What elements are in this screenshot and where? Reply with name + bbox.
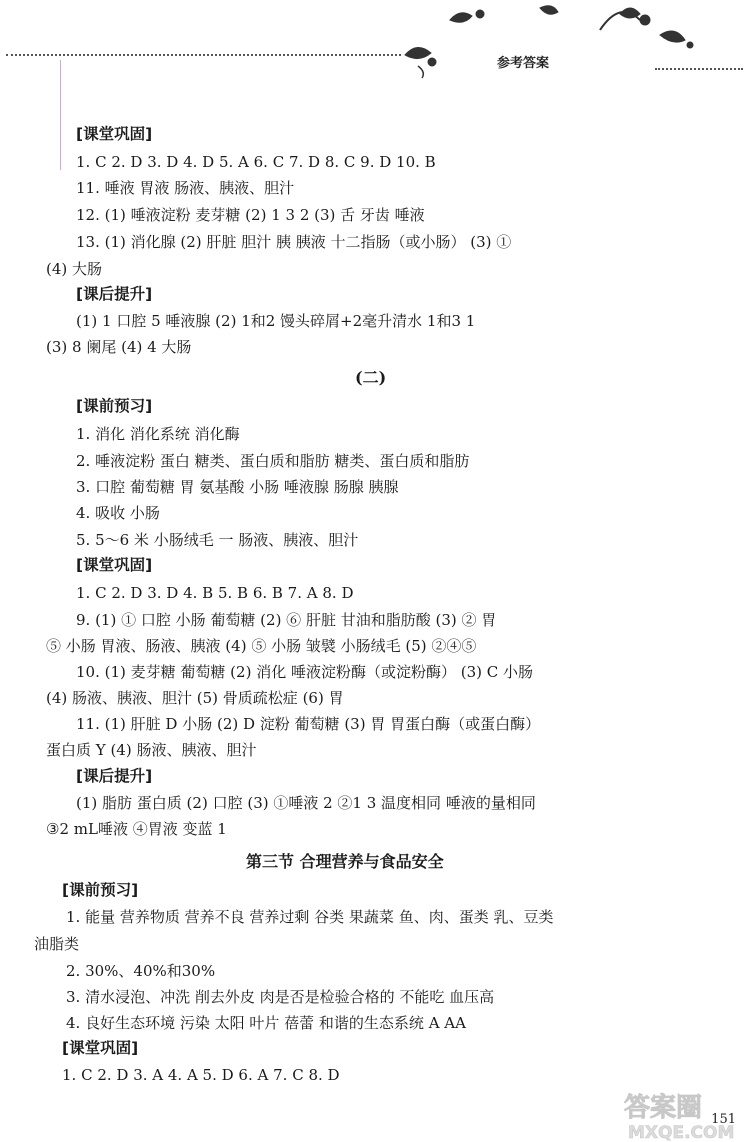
answer-line: 3. 清水浸泡、冲洗 削去外皮 肉是否是检验合格的 不能吃 血压高 <box>66 988 495 1006</box>
answer-line: 3. 口腔 葡萄糖 胃 氨基酸 小肠 唾液腺 肠腺 胰腺 <box>76 478 399 496</box>
page-number: 151 <box>711 1112 736 1127</box>
answer-line: 油脂类 <box>34 935 80 953</box>
section-label: [课后提升] <box>76 767 153 785</box>
answer-line: 2. 30%、40%和30% <box>66 962 216 980</box>
answer-line: 4. 良好生态环境 污染 太阳 叶片 蓓蕾 和谐的生态系统 A AA <box>66 1014 466 1032</box>
answer-line: ⑤ 小肠 胃液、肠液、胰液 (4) ⑤ 小肠 皱襞 小肠绒毛 (5) ②④⑤ <box>46 637 477 655</box>
subsection-title: (二) <box>355 368 387 387</box>
watermark-text: 答案圈 <box>624 1093 703 1123</box>
answer-line: 1. 能量 营养物质 营养不良 营养过剩 谷类 果蔬菜 鱼、肉、蛋类 乳、豆类 <box>66 908 554 926</box>
answer-line: 蛋白质 Y (4) 肠液、胰液、胆汁 <box>46 741 257 759</box>
answer-line: 1. 消化 消化系统 消化酶 <box>76 425 240 443</box>
section-label: [课前预习] <box>76 397 153 415</box>
answer-line: 1. C 2. D 3. D 4. D 5. A 6. C 7. D 8. C 9. D 10. B <box>76 153 436 171</box>
chapter-title: 第三节 合理营养与食品安全 <box>246 852 444 871</box>
header-title: 参考答案 <box>497 56 550 71</box>
answer-line: 1. C 2. D 3. A 4. A 5. D 6. A 7. C 8. D <box>62 1066 340 1084</box>
answer-line: 10. (1) 麦芽糖 葡萄糖 (2) 消化 唾液淀粉酶（或淀粉酶） (3) C 小肠 <box>76 663 533 681</box>
answer-line: (1) 脂肪 蛋白质 (2) 口腔 (3) ①唾液 2 ②1 3 温度相同 唾液的量相同 <box>76 794 536 812</box>
answer-line: 1. C 2. D 3. D 4. B 5. B 6. B 7. A 8. D <box>76 584 354 602</box>
answer-line: 5. 5～6 米 小肠绒毛 一 肠液、胰液、胆汁 <box>76 531 359 549</box>
answer-line: (4) 大肠 <box>46 260 103 278</box>
answer-line: (4) 肠液、胰液、胆汁 (5) 骨质疏松症 (6) 胃 <box>46 689 344 707</box>
answer-line: ③2 mL唾液 ④胃液 变蓝 1 <box>46 820 227 838</box>
answer-line: (1) 1 口腔 5 唾液腺 (2) 1和2 馒头碎屑+2毫升清水 1和3 1 <box>76 312 476 330</box>
answer-line: 9. (1) ① 口腔 小肠 葡萄糖 (2) ⑥ 肝脏 甘油和脂肪酸 (3) ② 胃 <box>76 611 497 629</box>
section-label: [课堂巩固] <box>76 556 153 574</box>
answer-line: 13. (1) 消化腺 (2) 肝脏 胆汁 胰 胰液 十二指肠（或小肠） (3) ① <box>76 233 512 251</box>
section-label: [课堂巩固] <box>62 1039 139 1057</box>
answer-line: 4. 吸收 小肠 <box>76 504 160 522</box>
watermark-domain: MXQE.COM <box>628 1123 735 1142</box>
answer-line: 12. (1) 唾液淀粉 麦芽糖 (2) 1 3 2 (3) 舌 牙齿 唾液 <box>76 206 425 224</box>
section-label: [课前预习] <box>62 881 139 899</box>
answer-line: 11. 唾液 胃液 肠液、胰液、胆汁 <box>76 179 295 197</box>
answer-line: 2. 唾液淀粉 蛋白 糖类、蛋白质和脂肪 糖类、蛋白质和脂肪 <box>76 452 470 470</box>
answer-line: 11. (1) 肝脏 D 小肠 (2) D 淀粉 葡萄糖 (3) 胃 胃蛋白酶（或蛋白酶） <box>76 715 541 733</box>
section-label: [课堂巩固] <box>76 125 153 143</box>
section-label: [课后提升] <box>76 285 153 303</box>
answer-line: (3) 8 阑尾 (4) 4 大肠 <box>46 338 192 356</box>
